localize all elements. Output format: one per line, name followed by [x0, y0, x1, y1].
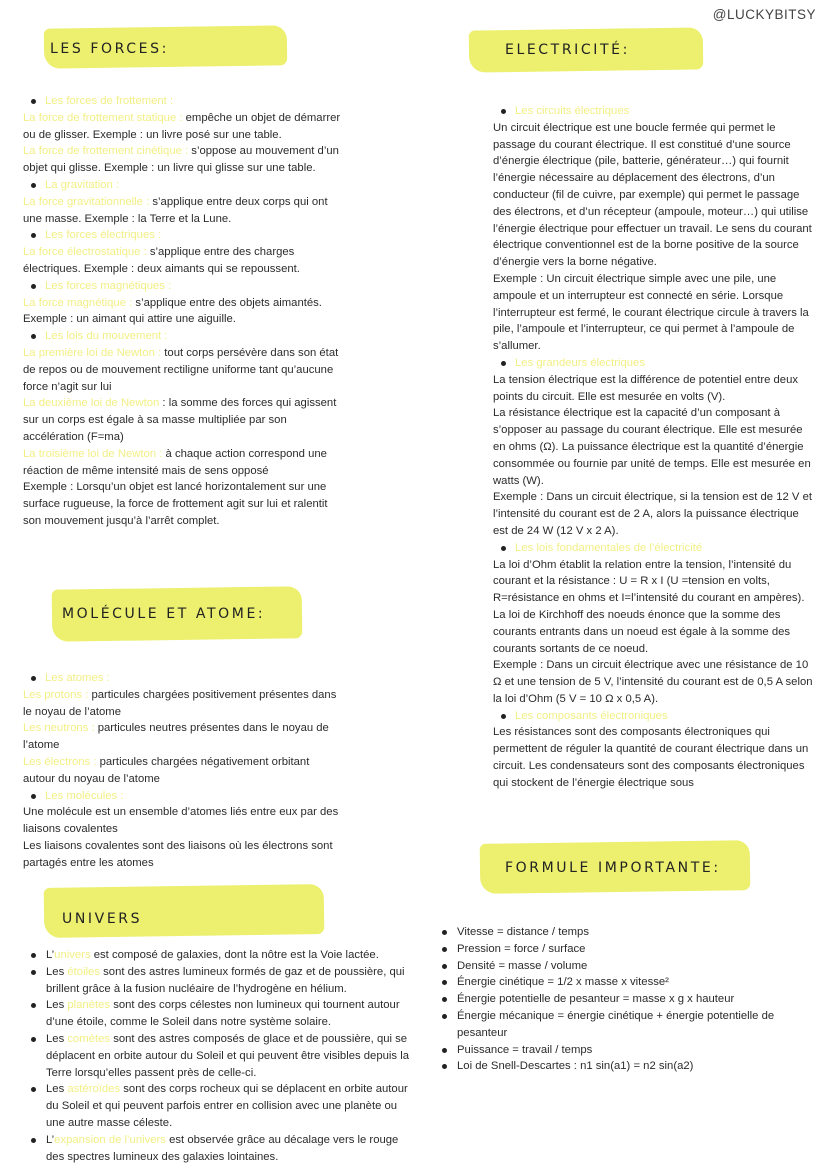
formule-item: Vitesse = distance / temps	[434, 924, 814, 941]
molecules-heading: Les molécules :	[23, 788, 343, 805]
electricite-title: ELECTRICITÉ:	[505, 42, 630, 58]
grandeurs-exemple: Exemple : Dans un circuit électrique, si la tension est de 12 V et l’intensité du courant est de 2 A, alors la puissance électrique est de 24 W (12 V x 2 A).	[493, 491, 812, 537]
gravitation-text: La force gravitationnelle : s’applique entre deux corps qui ont une masse. Exemple : la Terre et la Lune.	[23, 195, 328, 225]
magnetiques-text: La force magnétique : s’applique entre des objets aimantés. Exemple : un aimant qui attire une aiguille.	[23, 296, 322, 326]
univers-item: L’expansion de l’univers est observée grâce au décalage vers le rouge des spectres lumineux des galaxies lointaines.	[23, 1132, 418, 1166]
univers-item: L’univers est composé de galaxies, dont la nôtre est la Voie lactée.	[23, 947, 418, 964]
lois-exemple: Exemple : Dans un circuit électrique avec une résistance de 10 Ω et une tension de 5 V, l’intensité du courant est de 0,5 A selon la loi d’Ohm (5 V = 10 Ω x 0,5 A).	[493, 659, 813, 705]
atomes-heading: Les atomes :	[23, 670, 343, 687]
lois-heading: Les lois fondamentales de l’électricité	[493, 540, 813, 557]
composants-text: Les résistances sont des composants électroniques qui permettent de réguler la quantité de courant électrique dans un circuit. Les condensateurs sont des composants électroniques qui stockent de l’énergie électrique sous	[493, 726, 809, 789]
newton-loi-2: La deuxième loi de Newton : la somme des forces qui agissent sur un corps est égale à sa masse multipliée par son accélération (F=ma)	[23, 397, 337, 443]
molecules-text-1: Une molécule est un ensemble d’atomes liés entre eux par des liaisons covalentes	[23, 806, 339, 836]
formule-item: Loi de Snell-Descartes : n1 sin(a1) = n2 sin(a2)	[434, 1058, 814, 1075]
composants-heading: Les composants électroniques	[493, 708, 813, 725]
electriques-text: La force électrostatique : s’applique entre des charges électriques. Exemple : deux aimants qui se repoussent.	[23, 246, 300, 275]
author-handle: @LUCKYBITSY	[712, 7, 816, 22]
formules-title: FORMULE IMPORTANTE:	[505, 860, 721, 876]
lois-text-2: La loi de Kirchhoff des noeuds énonce que la somme des courants entrants dans un noeud est égale à la somme des courants sortants de ce noeud.	[493, 608, 791, 655]
mouvement-exemple: Exemple : Lorsqu’un objet est lancé horizontalement sur une surface rugueuse, la force de frottement agit sur lui et ralentit son mouvement jusqu’à l’arrêt complet.	[23, 481, 328, 527]
electriques-heading: Les forces électriques :	[23, 227, 343, 244]
newton-loi-3: La troisième loi de Newton : à chaque action correspond une réaction de même intensité mais de sens opposé	[23, 447, 327, 477]
mouvement-heading: Les lois du mouvement :	[23, 328, 343, 345]
forces-title: LES FORCES:	[50, 41, 169, 57]
grandeurs-heading: Les grandeurs électriques	[493, 355, 813, 372]
formule-item: Densité = masse / volume	[434, 958, 814, 975]
protons-text: Les protons : particules chargées positivement présentes dans le noyau de l’atome	[23, 688, 337, 718]
neutrons-text: Les neutrons : particules neutres présentes dans le noyau de l’atome	[23, 722, 329, 752]
univers-item: Les astéroïdes sont des corps rocheux qui se déplacent en orbite autour du Soleil et qui peuvent parfois entrer en collision avec une planète ou une autre masse céleste.	[23, 1081, 418, 1131]
molecule-section	[23, 670, 343, 872]
magnetiques-heading: Les forces magnétiques :	[23, 278, 343, 295]
univers-section	[23, 947, 418, 1165]
formule-item: Énergie mécanique = énergie cinétique + énergie potentielle de pesanteur	[434, 1008, 814, 1042]
formule-item: Puissance = travail / temps	[434, 1042, 814, 1059]
formule-item: Pression = force / surface	[434, 941, 814, 958]
newton-loi-1: La première loi de Newton : tout corps persévère dans son état de repos ou de mouvement rectiligne uniforme tant qu’aucune force n’agit sur lui	[23, 346, 339, 393]
electrons-text: Les électrons : particules chargées négativement orbitant autour du noyau de l’atome	[23, 755, 310, 785]
univers-item: Les étoiles sont des astres lumineux formés de gaz et de poussière, qui brillent grâce à la fusion nucléaire de l’hydrogène en hélium.	[23, 964, 418, 998]
frottement-cinetique: La force de frottement cinétique : s’oppose au mouvement d’un objet qui glisse. Exemple : un livre qui glisse sur une table.	[23, 145, 339, 175]
frottement-heading: Les forces de frottement :	[23, 93, 343, 110]
formule-item: Énergie potentielle de pesanteur = masse x g x hauteur	[434, 991, 814, 1008]
forces-section	[23, 93, 343, 530]
molecules-text-2: Les liaisons covalentes sont des liaisons où les électrons sont partagés entre les atomes	[23, 839, 333, 869]
circuits-text: Un circuit électrique est une boucle fermée qui permet le passage du courant électrique. Il est constitué d’une source d’énergie électrique (pile, batterie, générateur…) qui fournit l’énergie nécessaire au déplacement des électrons, d’un conducteur (fil de cuivre, par exemple) qui permet le passage des électrons, et d’un récepteur (ampoule, moteur…) qui utilise l’énergie électrique pour effectuer un travail. Le sens du courant électrique conventionnel est de la borne positive de la source d’énergie vers la borne négative.	[493, 121, 812, 269]
formules-section	[434, 924, 814, 1075]
grandeurs-text-1: La tension électrique est la différence de potentiel entre deux points du circuit. Elle est mesurée en volts (V).	[493, 373, 799, 403]
molecule-title: MOLÉCULE ET ATOME:	[62, 606, 266, 622]
electricite-section	[493, 103, 813, 792]
gravitation-heading: La gravitation :	[23, 177, 343, 194]
univers-item: Les comètes sont des astres composés de glace et de poussière, qui se déplacent en orbite autour du Soleil et qui peuvent être visibles depuis la Terre lorsqu’elles passent près de celle-ci.	[23, 1031, 418, 1081]
circuits-heading: Les circuits électriques	[493, 103, 813, 120]
formule-item: Énergie cinétique = 1/2 x masse x vitesse²	[434, 974, 814, 991]
univers-title: UNIVERS	[62, 911, 143, 927]
lois-text-1: La loi d’Ohm établit la relation entre la tension, l’intensité du courant et la résistance : U = R x I (U =tension en volts, R=résistance en ohms et I=l’intensité du courant en ampères).	[493, 558, 805, 605]
frottement-statique: La force de frottement statique : empêche un objet de démarrer ou de glisser. Exemple : un livre posé sur une table.	[23, 111, 341, 141]
circuits-exemple: Exemple : Un circuit électrique simple avec une pile, une ampoule et un interrupteur est connecté en série. Lorsque l’interrupteur est fermé, le courant électrique circule à travers la pile, l’ampoule et l’interrupteur, ce qui permet à l’ampoule de s’allumer.	[493, 272, 809, 353]
grandeurs-text-2: La résistance électrique est la capacité d’un composant à s’opposer au passage du courant électrique. Elle est mesurée en ohms (Ω). La puissance électrique est la quantité d’énergie consommée ou fournie par unité de temps. Elle est mesurée en watts (W).	[493, 407, 811, 487]
univers-item: Les planètes sont des corps célestes non lumineux qui tournent autour d’une étoile, comme le Soleil dans notre système solaire.	[23, 997, 418, 1031]
